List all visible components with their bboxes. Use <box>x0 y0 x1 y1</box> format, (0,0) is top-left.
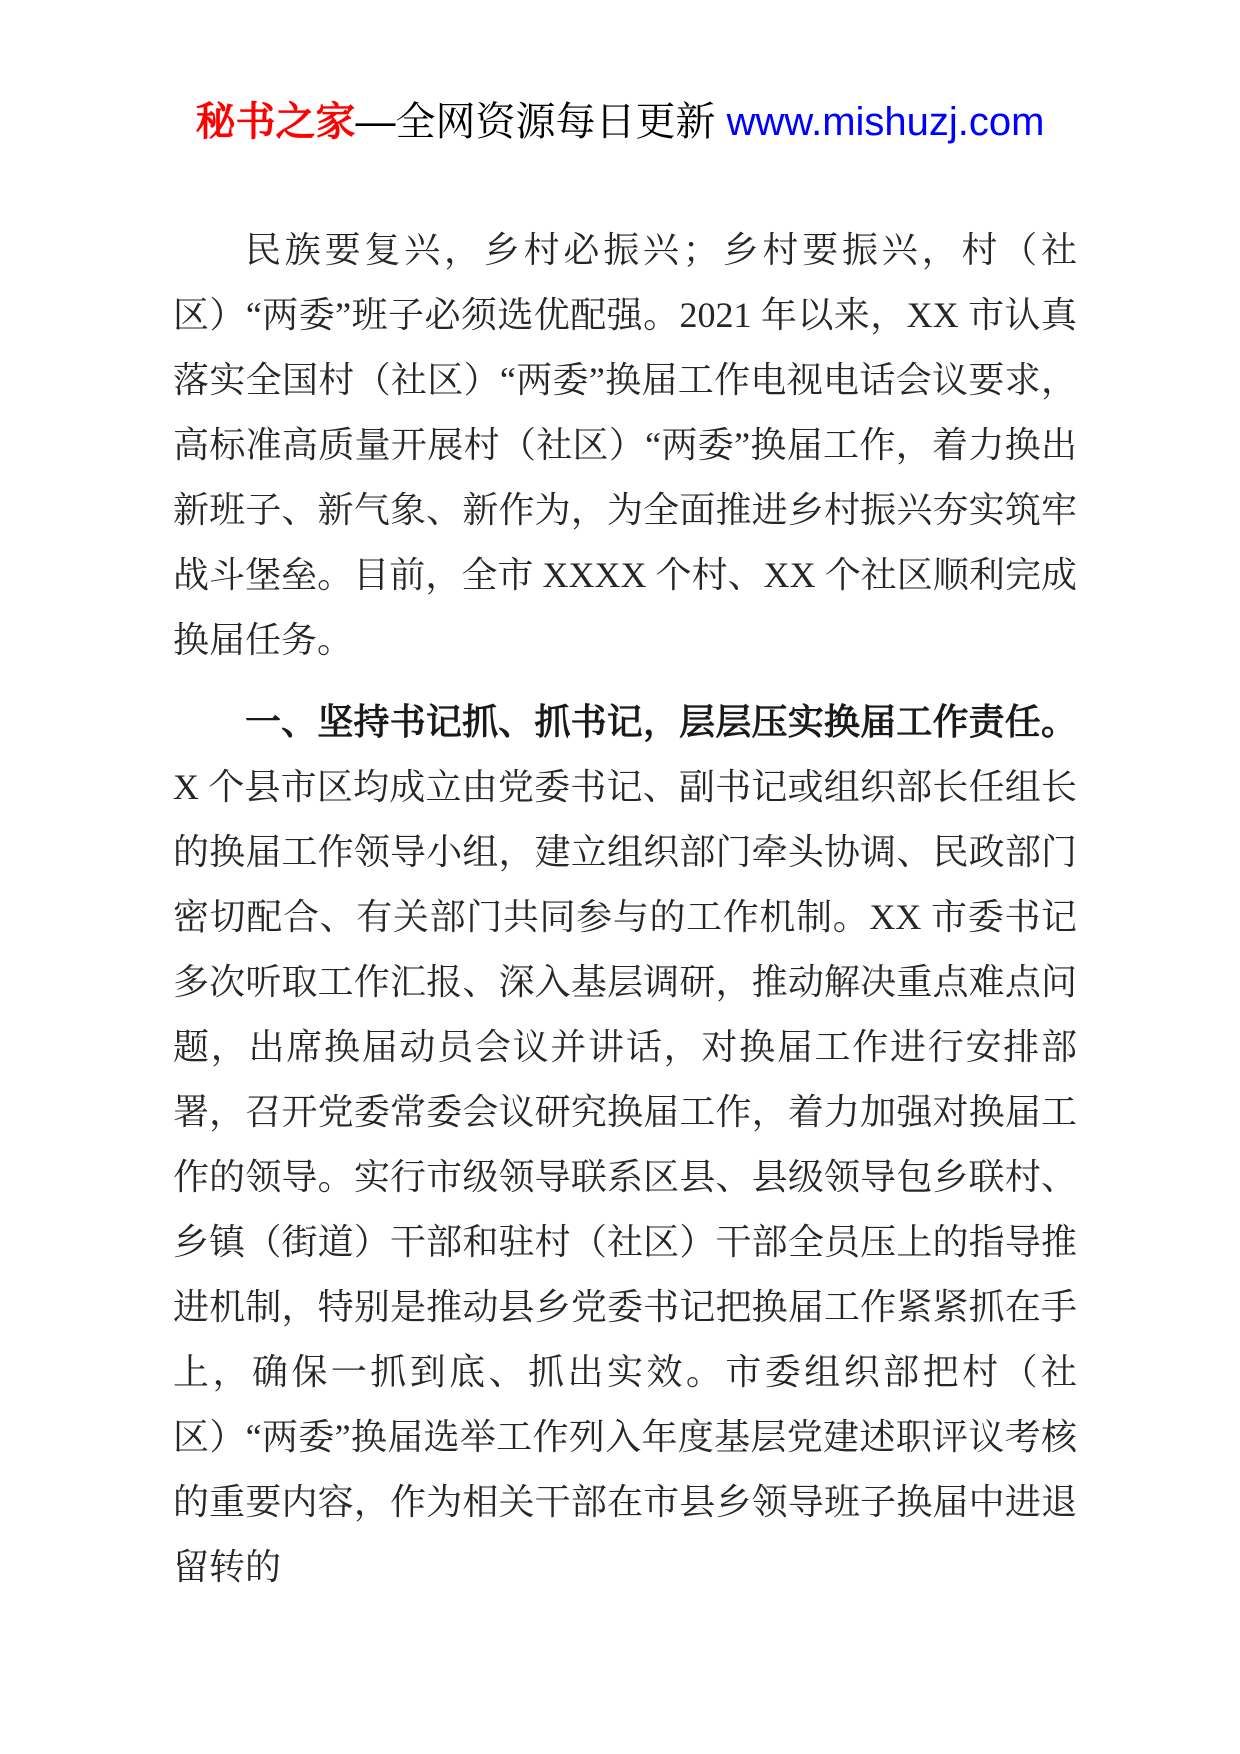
paragraph-intro <box>173 218 1077 673</box>
section-1-heading: 一、坚持书记抓、抓书记，层层压实换届工作责任。 <box>245 702 1077 742</box>
document-body <box>173 218 1077 1600</box>
paragraph-intro-text: 民族要复兴，乡村必振兴；乡村要振兴，村（社区）“两委”班子必须选优配强。2021 年以来，XX 市认真落实全国村（社区）“两委”换届工作电视电话会议要求，高标准高质量开展村（社区）“两委”换届工作，着力换出新班子、新气象、新作为，为全面推进乡村振兴夯实筑牢战斗堡垒。目前，全市 XXXX 个村、XX 个社区顺利完成换届任务。 <box>173 230 1077 660</box>
paragraph-section-1 <box>173 690 1077 1600</box>
site-url-link[interactable]: www.mishuzj.com <box>726 100 1045 144</box>
site-tagline: —全网资源每日更新 <box>355 100 727 144</box>
site-name: 秘书之家 <box>195 100 356 144</box>
site-header <box>0 0 1240 148</box>
section-1-body-text: X 个县市区均成立由党委书记、副书记或组织部长任组长的换届工作领导小组，建立组织部门牵头协调、民政部门密切配合、有关部门共同参与的工作机制。XX 市委书记多次听取工作汇报、深入基层调研，推动解决重点难点问题，出席换届动员会议并讲话，对换届工作进行安排部署，召开党委常委会议研究换届工作，着力加强对换届工作的领导。实行市级领导联系区县、县级领导包乡联村、乡镇（街道）干部和驻村（社区）干部全员压上的指导推进机制，特别是推动县乡党委书记把换届工作紧紧抓在手上，确保一抓到底、抓出实效。市委组织部把村（社区）“两委”换届选举工作列入年度基层党建述职评议考核的重要内容，作为相关干部在市县乡领导班子换届中进退留转的 <box>173 767 1077 1587</box>
